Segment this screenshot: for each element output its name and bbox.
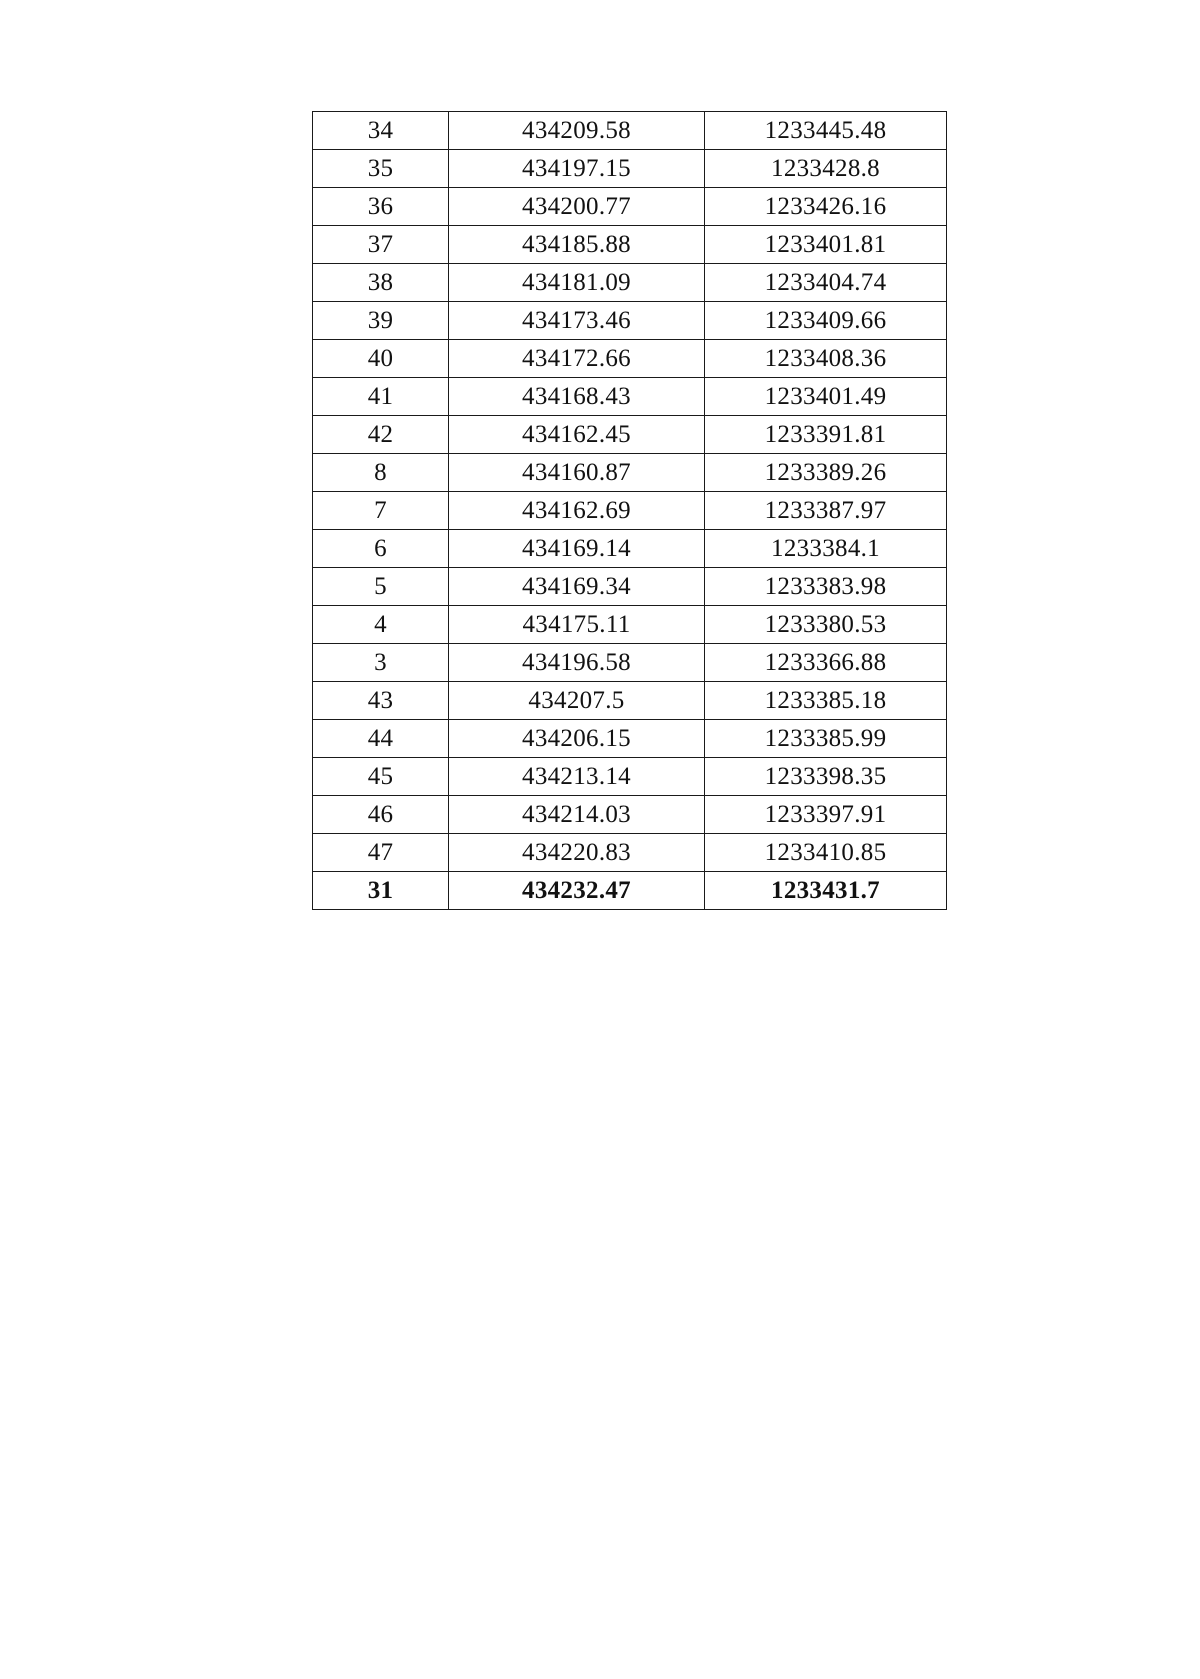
point-id-cell: 8: [313, 454, 449, 492]
point-id-cell: 39: [313, 302, 449, 340]
x-coordinate-cell: 434185.88: [449, 226, 705, 264]
table-row: [313, 416, 947, 454]
y-coordinate-cell: 1233410.85: [705, 834, 947, 872]
point-id-cell: 46: [313, 796, 449, 834]
table-row: [313, 378, 947, 416]
y-coordinate-cell: 1233391.81: [705, 416, 947, 454]
coordinates-table: [312, 111, 947, 910]
x-coordinate-cell: 434169.14: [449, 530, 705, 568]
table-row: [313, 302, 947, 340]
x-coordinate-cell: 434169.34: [449, 568, 705, 606]
y-coordinate-cell: 1233384.1: [705, 530, 947, 568]
table-row: [313, 758, 947, 796]
table-row: [313, 606, 947, 644]
table-row: [313, 226, 947, 264]
y-coordinate-cell: 1233404.74: [705, 264, 947, 302]
y-coordinate-cell: 1233431.7: [705, 872, 947, 910]
table-row: [313, 644, 947, 682]
x-coordinate-cell: 434162.69: [449, 492, 705, 530]
table-row: [313, 150, 947, 188]
point-id-cell: 42: [313, 416, 449, 454]
coordinates-table-body: [313, 112, 947, 910]
y-coordinate-cell: 1233380.53: [705, 606, 947, 644]
point-id-cell: 34: [313, 112, 449, 150]
table-row: [313, 454, 947, 492]
y-coordinate-cell: 1233401.81: [705, 226, 947, 264]
point-id-cell: 4: [313, 606, 449, 644]
point-id-cell: 3: [313, 644, 449, 682]
x-coordinate-cell: 434207.5: [449, 682, 705, 720]
point-id-cell: 31: [313, 872, 449, 910]
x-coordinate-cell: 434197.15: [449, 150, 705, 188]
point-id-cell: 45: [313, 758, 449, 796]
point-id-cell: 41: [313, 378, 449, 416]
y-coordinate-cell: 1233366.88: [705, 644, 947, 682]
point-id-cell: 40: [313, 340, 449, 378]
point-id-cell: 6: [313, 530, 449, 568]
table-row: [313, 834, 947, 872]
y-coordinate-cell: 1233385.18: [705, 682, 947, 720]
table-row: [313, 796, 947, 834]
y-coordinate-cell: 1233385.99: [705, 720, 947, 758]
x-coordinate-cell: 434232.47: [449, 872, 705, 910]
x-coordinate-cell: 434220.83: [449, 834, 705, 872]
point-id-cell: 7: [313, 492, 449, 530]
table-row: [313, 682, 947, 720]
point-id-cell: 47: [313, 834, 449, 872]
point-id-cell: 38: [313, 264, 449, 302]
x-coordinate-cell: 434181.09: [449, 264, 705, 302]
y-coordinate-cell: 1233426.16: [705, 188, 947, 226]
x-coordinate-cell: 434162.45: [449, 416, 705, 454]
point-id-cell: 37: [313, 226, 449, 264]
x-coordinate-cell: 434200.77: [449, 188, 705, 226]
x-coordinate-cell: 434206.15: [449, 720, 705, 758]
x-coordinate-cell: 434160.87: [449, 454, 705, 492]
table-row: [313, 492, 947, 530]
point-id-cell: 35: [313, 150, 449, 188]
table-row: [313, 872, 947, 910]
table-row: [313, 340, 947, 378]
y-coordinate-cell: 1233445.48: [705, 112, 947, 150]
table-row: [313, 568, 947, 606]
x-coordinate-cell: 434175.11: [449, 606, 705, 644]
y-coordinate-cell: 1233401.49: [705, 378, 947, 416]
y-coordinate-cell: 1233428.8: [705, 150, 947, 188]
point-id-cell: 44: [313, 720, 449, 758]
y-coordinate-cell: 1233397.91: [705, 796, 947, 834]
point-id-cell: 36: [313, 188, 449, 226]
x-coordinate-cell: 434214.03: [449, 796, 705, 834]
y-coordinate-cell: 1233383.98: [705, 568, 947, 606]
table-row: [313, 188, 947, 226]
point-id-cell: 43: [313, 682, 449, 720]
point-id-cell: 5: [313, 568, 449, 606]
table-row: [313, 530, 947, 568]
x-coordinate-cell: 434209.58: [449, 112, 705, 150]
x-coordinate-cell: 434213.14: [449, 758, 705, 796]
y-coordinate-cell: 1233387.97: [705, 492, 947, 530]
x-coordinate-cell: 434168.43: [449, 378, 705, 416]
y-coordinate-cell: 1233398.35: [705, 758, 947, 796]
y-coordinate-cell: 1233409.66: [705, 302, 947, 340]
x-coordinate-cell: 434196.58: [449, 644, 705, 682]
table-row: [313, 720, 947, 758]
table-row: [313, 264, 947, 302]
y-coordinate-cell: 1233389.26: [705, 454, 947, 492]
table-row: [313, 112, 947, 150]
x-coordinate-cell: 434173.46: [449, 302, 705, 340]
y-coordinate-cell: 1233408.36: [705, 340, 947, 378]
x-coordinate-cell: 434172.66: [449, 340, 705, 378]
